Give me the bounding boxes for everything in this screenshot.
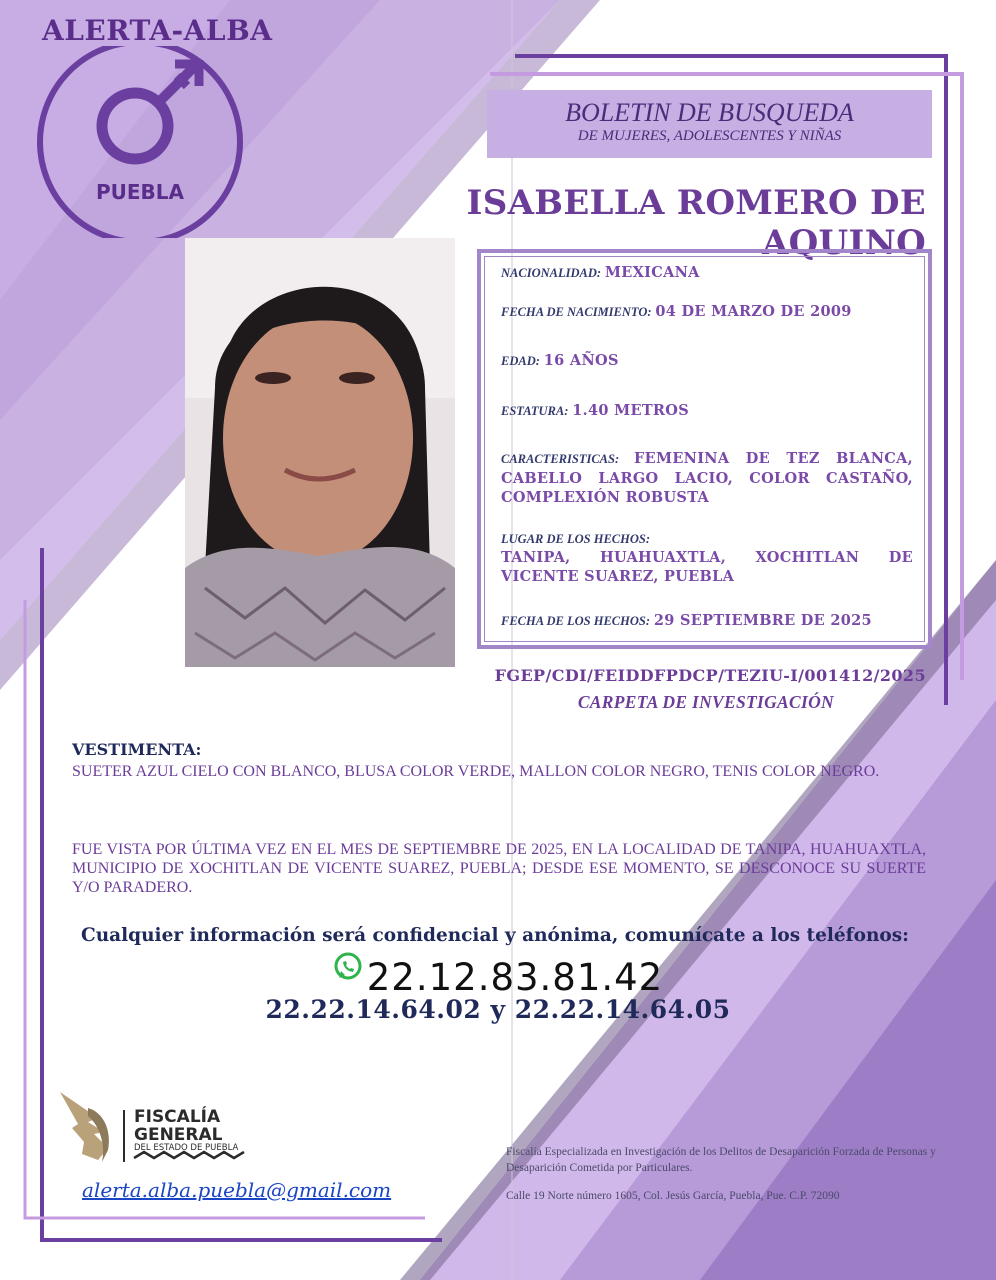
person-photo — [185, 238, 455, 667]
height-value: 1.40 METROS — [572, 402, 689, 419]
height-row — [501, 402, 913, 420]
bulletin-title: BOLETIN DE BUSQUEDA — [565, 98, 854, 127]
agency-address: Calle 19 Norte número 1605, Col. Jesús García, Puebla, Pue. C.P. 72090 — [506, 1190, 840, 1202]
age-value: 16 AÑOS — [543, 352, 619, 369]
female-symbol-emblem — [37, 46, 243, 238]
event-date-row — [501, 612, 913, 630]
event-date-label: FECHA DE LOS HECHOS: — [501, 614, 650, 628]
birthdate-label: FECHA DE NACIMIENTO: — [501, 305, 652, 319]
bulletin-subtitle: DE MUJERES, ADOLESCENTES Y NIÑAS — [577, 128, 842, 144]
main-phone-line — [0, 952, 996, 999]
height-label: ESTATURA: — [501, 404, 569, 418]
whatsapp-icon — [333, 952, 363, 982]
nationality-label: NACIONALIDAD: — [501, 266, 602, 280]
features-label: CARACTERISTICAS: — [501, 452, 620, 466]
agency-name: Fiscalía Especializada en Investigación de los Delitos de Desaparición Forzada de Personas y Desaparición Cometida por Particulares. — [506, 1146, 936, 1174]
birthdate-row — [501, 303, 913, 321]
alternate-phone-numbers[interactable]: 22.22.14.64.02 y 22.22.14.64.05 — [265, 995, 731, 1024]
logo-line-2: GENERAL — [134, 1125, 223, 1145]
place-line-1: TANIPA, HUAHUAXTLA, XOCHITLAN DE — [501, 549, 913, 566]
emblem-state-label: PUEBLA — [95, 180, 185, 204]
last-seen-description: FUE VISTA POR ÚLTIMA VEZ EN EL MES DE SEPTIEMBRE DE 2025, EN LA LOCALIDAD DE TANIPA, HUAHUAXTLA, MUNICIPIO DE XOCHITLAN DE VICENTE SUAREZ, PUEBLA; DESDE ESE MOMENTO, SE DESCONOCE SU SUERTE Y/O PARADERO. — [72, 841, 926, 896]
logo-line-3: DEL ESTADO DE PUEBLA — [134, 1143, 239, 1153]
features-line-1: FEMENINA DE TEZ BLANCA, — [634, 450, 913, 467]
nationality-row — [501, 264, 913, 282]
age-row — [501, 352, 913, 370]
main-phone-number[interactable]: 22.12.83.81.42 — [366, 956, 664, 999]
place-row — [501, 532, 913, 585]
birthdate-value: 04 DE MARZO DE 2009 — [655, 303, 852, 320]
place-line-2: VICENTE SUAREZ, PUEBLA — [501, 568, 735, 585]
age-label: EDAD: — [501, 354, 540, 368]
contact-prompt: Cualquier información será confidencial y anónima, comunícate a los teléfonos: — [80, 925, 910, 946]
logo-wordmark — [134, 1108, 223, 1144]
contact-email-link[interactable]: alerta.alba.puebla@gmail.com — [82, 1178, 392, 1202]
nationality-value: MEXICANA — [604, 264, 700, 281]
clothing-description: SUETER AZUL CIELO CON BLANCO, BLUSA COLOR VERDE, MALLON COLOR NEGRO, TENIS COLOR NEGRO. — [72, 763, 880, 780]
case-folio-label: CARPETA DE INVESTIGACIÓN — [577, 692, 834, 712]
features-line-2: CABELLO LARGO LACIO, COLOR CASTAÑO, — [501, 470, 913, 487]
brand-title: ALERTA-ALBA — [42, 14, 273, 47]
features-row — [501, 450, 913, 506]
place-label: LUGAR DE LOS HECHOS: — [501, 532, 650, 546]
missing-person-name: ISABELLA ROMERO DE AQUINO — [466, 183, 926, 263]
logo-line-1: FISCALÍA — [134, 1107, 221, 1127]
event-date-value: 29 SEPTIEMBRE DE 2025 — [653, 612, 872, 629]
case-folio: FGEP/CDI/FEIDDFPDCP/TEZIU-I/001412/2025 — [494, 666, 926, 685]
clothing-title: VESTIMENTA: — [72, 740, 202, 759]
features-line-3: COMPLEXIÓN ROBUSTA — [501, 489, 710, 506]
